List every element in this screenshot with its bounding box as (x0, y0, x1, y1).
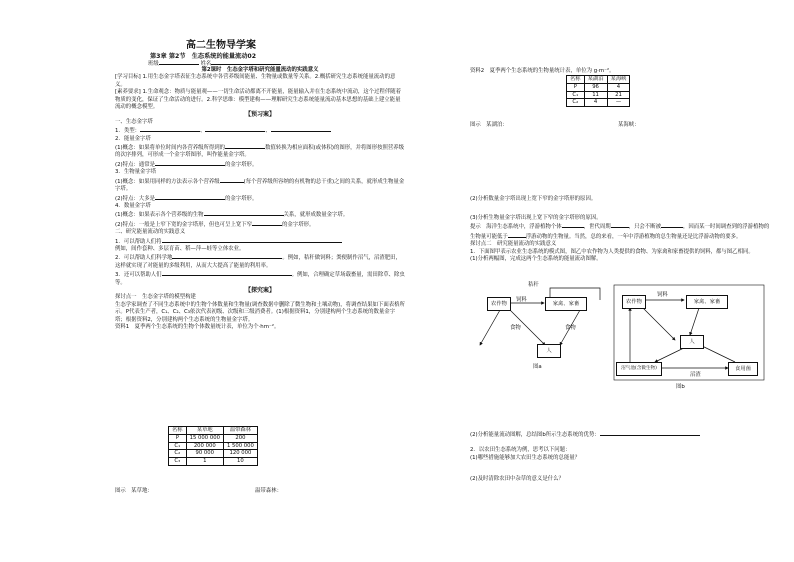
question-2: (2)分析数量金字塔出现上宽下窄的金字塔形的原因。 (470, 196, 597, 202)
diagram-a-food-label-2: 食物 (565, 325, 576, 331)
item-1-2-2: (2)特点：通常是 的金字塔形。 (115, 161, 258, 168)
page-title: 高二生物导学案 (186, 40, 256, 51)
literacy-requirements: [素养要求] 1.生命观念：物质与能量观——一切生命活动都离不开能量，能量输入并在生态系统中流动，这个过程伴随着物质的变化，保证了生命活动的进行。2.科学思维：模型建构——理解研究生态系统能量流动基本思想的基础上建立能量流动的概念模型。 (115, 89, 401, 111)
diagram-a-crop-node: 农作物 (487, 297, 511, 311)
diagram-b-livestock-node: 家禽、家畜 (686, 295, 728, 309)
item-2-2: 2．可以帮助人们科学地 。例如，秸秆做饲料；粪便制作沼气，沼渣肥田，这样就实现了对能量的多级利用，从而大大提高了能量的利用率。 (115, 255, 401, 269)
item-1-4: 4．数量金字塔 (115, 202, 151, 209)
explore-2-item-2-2: (2)及时清除农田中杂草的意义是什么？ (470, 476, 564, 483)
class-label: 班级 (148, 61, 159, 67)
table-row: P 15 000 000 200 (169, 434, 258, 442)
table-1-foot-b: 温带森林： (255, 488, 282, 494)
table-1-foot-a: 图示 某草地： (115, 488, 153, 494)
question-3-note: 提示 海洋生态系统中，浮游植物个体 ，世代周期 ，只会不断被 ，因而某一时间调查到的浮游植物的生物量可能低于 浮游动物的生物量。当然，总的来看，一年中浮游植物的总生物量还是比浮游动物的要多。 (470, 224, 770, 240)
table-row: P 96 4 (567, 83, 630, 91)
diagram-b-biogas-node: 沼气池(含微生物) (616, 362, 662, 376)
learning-goals: [学习目标] 1.用生态金字塔表征生态系统中各营养级间能量、生物量或数量等关系。2.概括研究生态系统能量流动的意义。 (115, 74, 396, 88)
name-label: 姓名 (200, 61, 212, 67)
explore-2-title: 探讨点二 研究能量流动的实践意义 (470, 241, 557, 248)
table-row: C₁ 200 000 1 500 000 (169, 442, 258, 450)
explore-2-item-2: 2．以农田生态系统为例，思考以下问题： (470, 447, 571, 454)
material-2-caption: 资料2 夏季两个生态系统的生物量统计表，单位为 g·m⁻²。 (470, 68, 615, 74)
explore-heading: 【探究案】 (244, 286, 275, 294)
item-1-3: 3．生物量金字塔 (115, 169, 157, 176)
explore-1-title: 探讨点一 生态金字塔的模型构建 (115, 294, 196, 301)
table-row: C₂ 90 000 120 000 (169, 450, 258, 458)
section-2-title: 二、研究能量流动的实践意义 (115, 229, 186, 236)
diagram-b-caption: 图b (676, 384, 685, 390)
question-3: (3)分析生物量金字塔出现上宽下窄的金字塔形的原因。 (470, 215, 602, 221)
item-2-1: 1．可以帮助人们将 (115, 237, 405, 246)
diagram-b-mushroom-node: 食用菌 (728, 362, 758, 376)
diagram-a-livestock-node: 家禽、家畜 (545, 297, 587, 311)
diagram-a-feed-label: 饲料 (516, 297, 527, 303)
diagram-a-caption: 图a (533, 364, 542, 370)
table-row: C₃ 1 10 (169, 458, 258, 466)
item-1-3-2: (2)特点：大多是 的金字塔形。 (115, 195, 258, 202)
diagram-a-straw-label: 秸秆 (528, 282, 539, 288)
table-2-foot-b: 某海峡： (618, 122, 640, 128)
item-2-1-eg: 例如，间作套种、多层育苗、稻—萍—蛙等立体农业。 (115, 245, 245, 252)
table-row: C₂ 4 — (567, 99, 630, 107)
diagram-a-human-node: 人 (537, 344, 561, 358)
explore-2-item-2-1: (1)哪些措施能够加大农田生态系统的总能量？ (470, 454, 581, 461)
item-1-2: 2．能量金字塔 (115, 135, 151, 142)
chapter-title: 第3章 第2节 生态系统的能量流动02 (150, 53, 256, 60)
explore-2-questions (470, 430, 770, 484)
material-1-caption: 资料1 夏季两个生态系统的生物个体数量统计表，单位为个·hm⁻²。 (115, 324, 280, 330)
item-1-4-1: (1)概念：如果表示各个营养级的生物 关系，就形成数量金字塔。 (115, 212, 349, 219)
item-2-3: 3．还可以帮助人们 。例如，合理确定草场载畜量，需田除草、除虫等。 (115, 272, 405, 286)
item-1-3-1: (1)概念：如果用同样的方法表示各个营养级 (每个营养级所容纳的有机物的总干重)之间的关系，就形成生物量金字塔。 (115, 178, 405, 193)
item-1-1: 1．类型： 、 、 (115, 126, 405, 135)
item-1-2-1: (1)概念：如果将单位时间内各营养级所得到的 数值转换为相应面积(或体积)的图形，并将图形按照营养级的次序排列，可形成一个金字塔图形，叫作能量金字塔。 (115, 145, 405, 159)
table-1-head: 名称 某草地 温带森林 (169, 427, 258, 435)
explore-2-text: 1．下面图甲表示农业生态系统的模式图，图乙中农作物为人类提供的食物、为家禽和家畜提供的饲料，都与图乙相同。 (470, 248, 754, 255)
blank-advantage[interactable] (600, 430, 700, 436)
table-2-foot-a: 图示 某湖泊： (470, 122, 508, 128)
diagram-b-feed-label: 饲料 (657, 292, 668, 298)
diagram-b-crop-node: 农作物 (622, 295, 646, 309)
section-1-title: 一、生态金字塔 (115, 118, 153, 125)
explore-2-q2: (2)分析能量流动图解，总结图b所示生态系统的优势： (470, 430, 770, 439)
preview-heading: 【预习案】 (244, 111, 275, 119)
diagram-b-residue-label: 沼渣 (690, 372, 701, 378)
table-2-head: 名称 某湖泊 某海峡 (567, 76, 630, 84)
diagram-b-human-node: 人 (680, 335, 704, 349)
item-1-4-2: (2)特点：一般是上窄下宽的金字塔形，但也可呈上宽下窄 的金字塔形。 (115, 221, 315, 228)
diagram-a-food-label-1: 食物 (510, 325, 521, 331)
explore-2-q1: (1)分析两幅图，完成这两个生态系统的能量流动图解。 (470, 256, 602, 263)
table-row: C₁ 11 21 (567, 91, 630, 99)
explore-1-text: 生态学家调查了不同生态系统中的生物个体数量和生物量(调查数据中删除了微生物和土壤动物)，将调查结果如下面表格所示。P代表生产者，C₁、C₂、C₃依次代表初级、次级和三级消费者。(1)根据资料1，分别建构两个生态系统的数量金字塔；根据资料2，分别建构两个生态系统的生物量金字塔。 (115, 301, 405, 323)
lesson-title: 第2课时 生态金字塔和研究能量流动的实践意义 (201, 67, 319, 73)
